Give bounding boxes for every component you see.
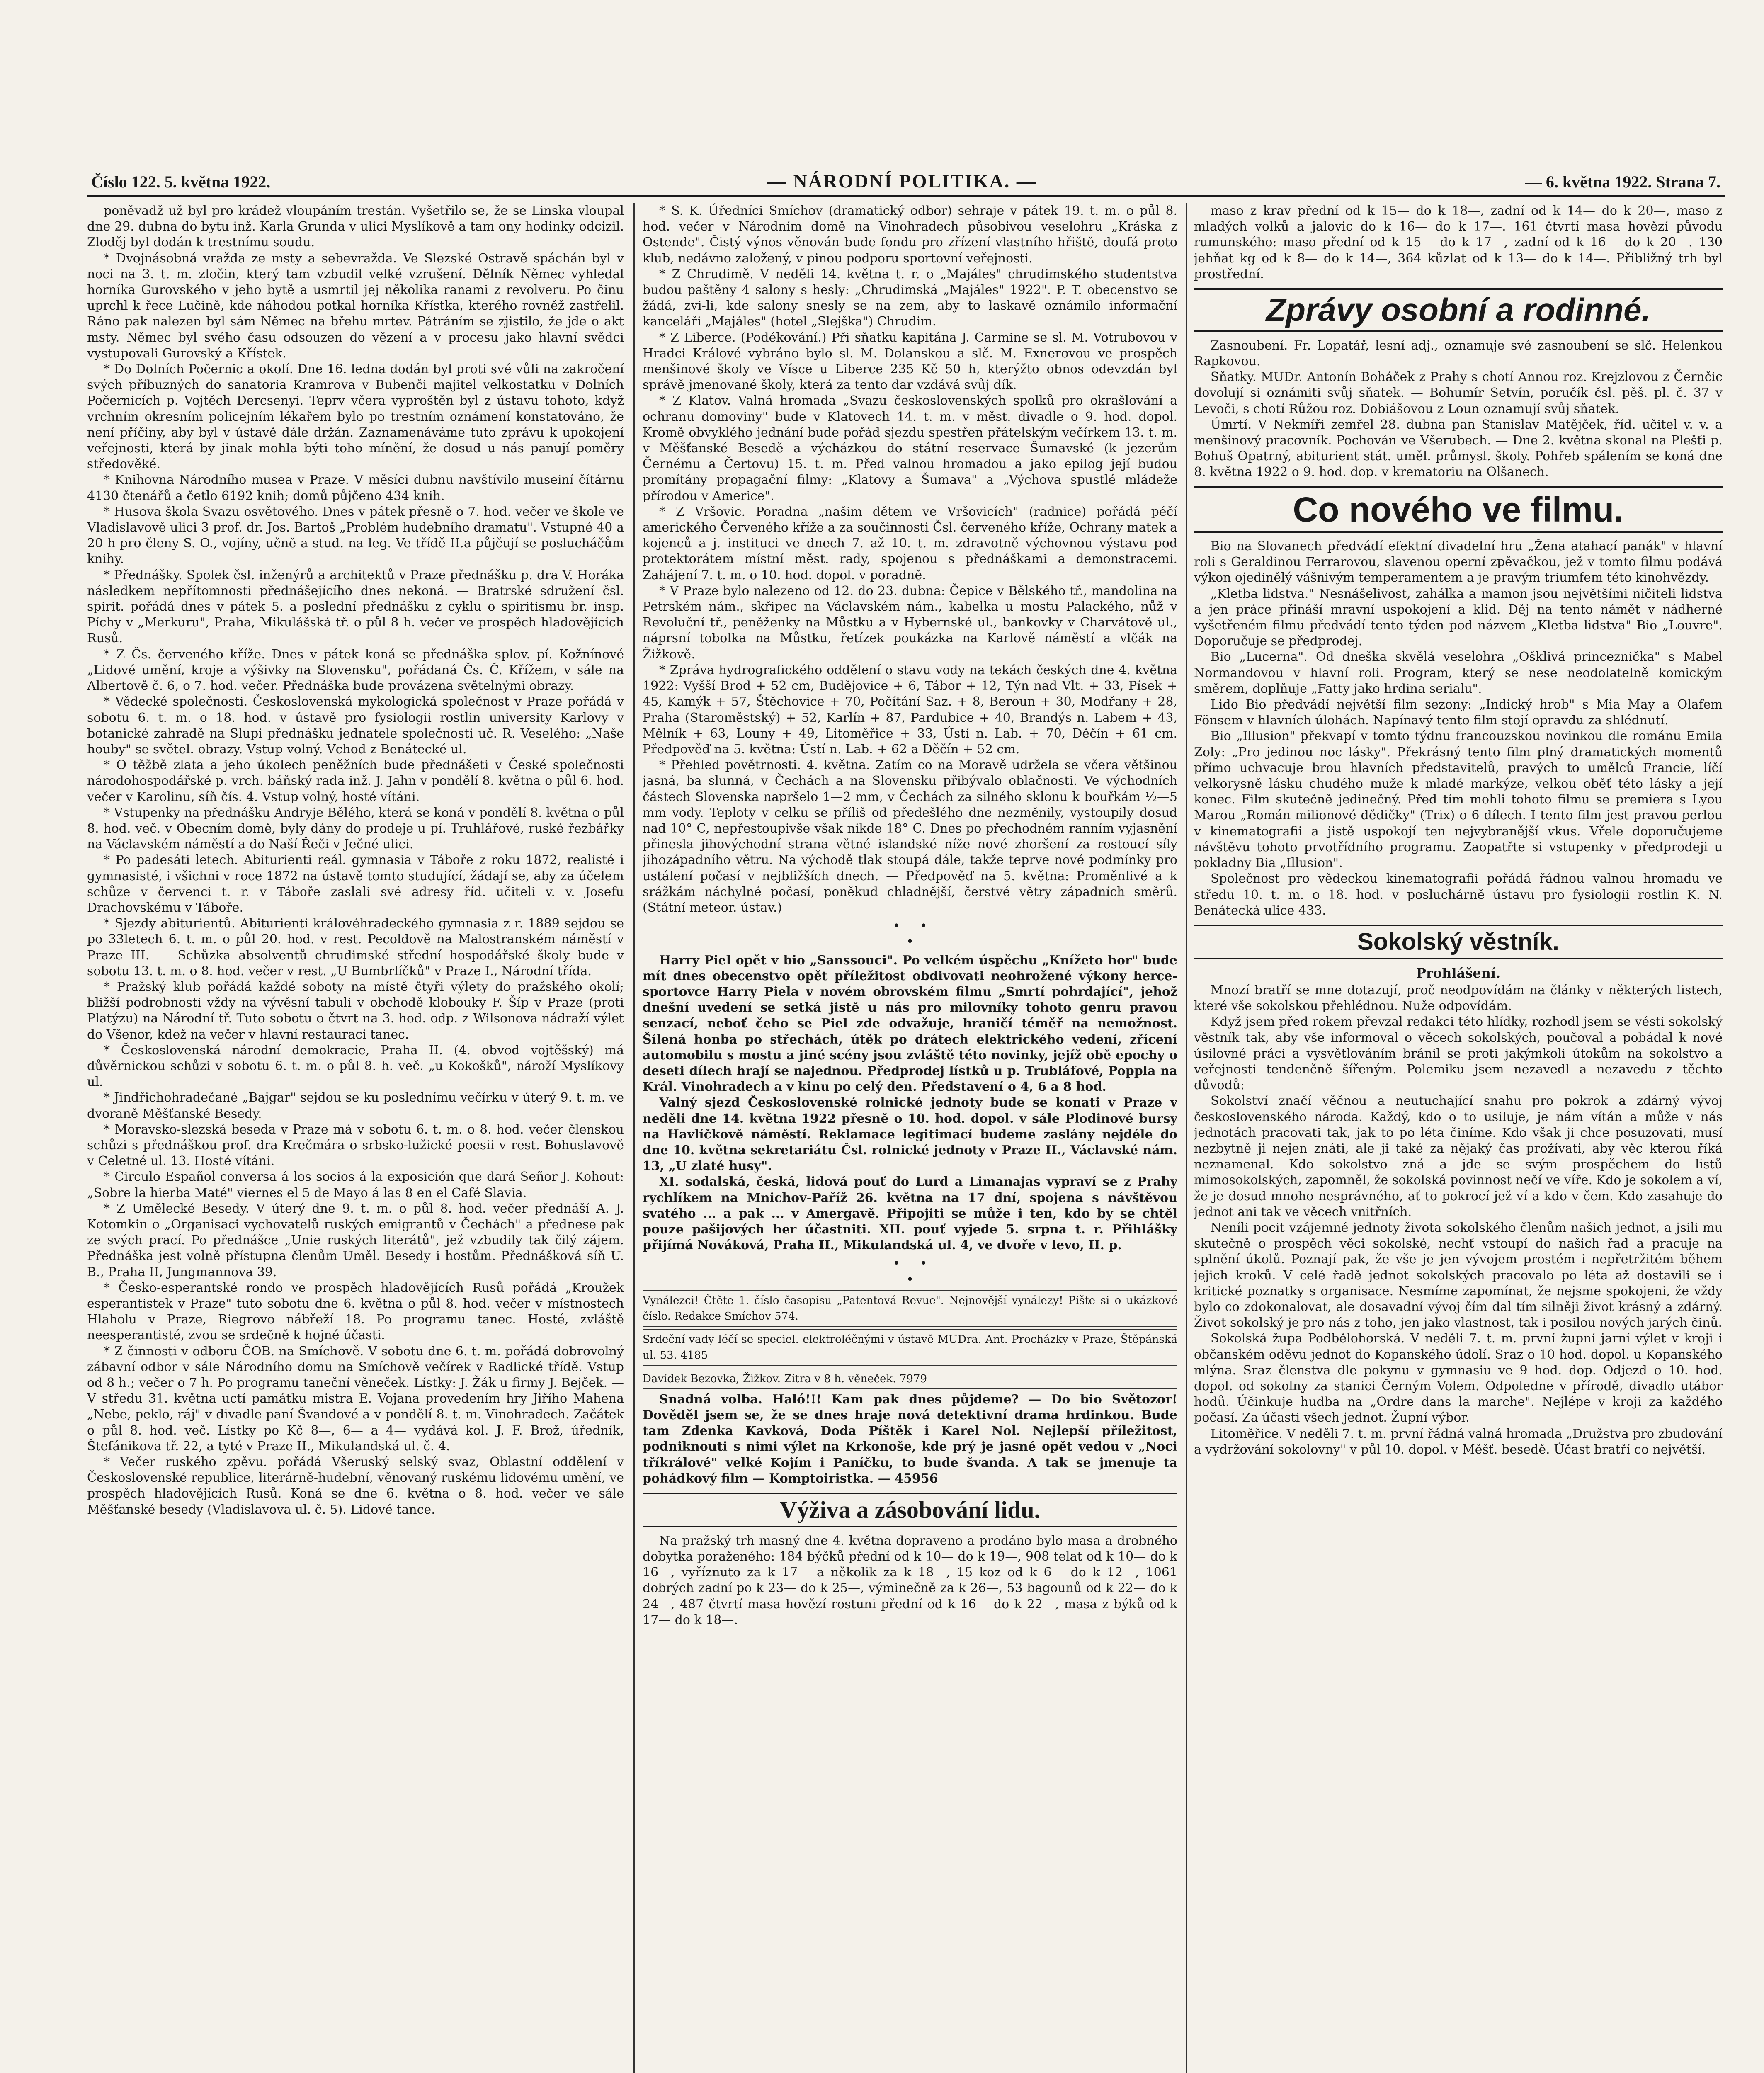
article-paragraph: * Z činnosti v odboru ČOB. na Smíchově. V sobotu dne 6. t. m. pořádá dobrovolný zábavní odbor v sále Národního domu na Smíchově večírek v Radlické třídě. Vstup od 8 h.; večer o 7 h. Po programu taneční věneček. Lístky: J. Žák u firmy J. Bejček. — V středu 31. května uctí památku mistra E. Vojana provedením hry Jiřího Mahena „Nebe, peklo, ráj" v divadle paní Švandové a v pondělí 8. t. m. Vinohradech. Začátek o půl 8. hod. več. Lístky po Kč 8—, 6— a 4— vydává kol. J. F. Brož, úředník, Štefánikova tř. 22, a tyté v Praze II., Mikulandská ul. č. 4. (87, 1344, 624, 1454)
article-paragraph: * Československá národní demokracie, Praha II. (4. obvod vojtěšský) má důvěrnickou schůzi v sobotu 6. t. m. o půl 8. h. več. „u Kokošků", nároží Myslíkovy ul. (87, 1043, 624, 1090)
section-heading-sokol: Sokolský věstník. (1194, 925, 1723, 959)
article-paragraph: „Kletba lidstva." Nesnášelivost, zahálka a mamon jsou největšími ničiteli lidstva a jen práce přináší mravní uspokojení a klid. Děj na tento námět v nádherné vyšetřeném filmu předvádí tento týden pod názvem „Kletba lidstva" Bio „Louvre". Doporučuje se předprodej. (1194, 586, 1723, 649)
article-paragraph: Úmrtí. V Nekmíři zemřel 28. dubna pan Stanislav Matějček, říd. učitel v. v. a menšinový pracovník. Pochován ve Všerubech. — Dne 2. května skonal na Plešťi p. Bohuš Opatrný, abiturient stát. uměl. průmysl. školy. Pohřeb spálením se koná dne 8. května 1922 o 9. hod. dop. v krematoriu na Olšanech. (1194, 417, 1723, 480)
article-paragraph: Když jsem před rokem převzal redakci této hlídky, rozhodl jsem se vésti sokolský věstník tak, aby vše informoval o věcech sokolských, poučoval a pobádal k nové úsilovné práci a vysvětlováním bránil se proti jakýmkoli útokům na sokolstvo a veřejnosti tendenčně šířeným. Polemiku jsem nezavedl a nezavedu z těchto důvodů: (1194, 1015, 1723, 1093)
section-heading-zpravy: Zprávy osobní a rodinné. (1194, 288, 1723, 332)
article-paragraph: * Knihovna Národního musea v Praze. V měsíci dubnu navštívilo museiní čítárnu 4130 čtenářů a četlo 6192 knih; domů půjčeno 434 knih. (87, 473, 624, 503)
article-paragraph: * Pražský klub pořádá každé soboty na místě čtyři výlety do pražského okolí; bližší podrobnosti vždy na vývěsní tabuli v obchodě klobouky F. Šíp v Praze (proti Platýzu) na Národní tř. Tuto sobotu o čtvrt na 3. hod. odp. z Wilsonova nádraží výlet do Všenor, kdež na večer v hlavní restauraci tanec. (87, 979, 624, 1042)
article-paragraph: * Z Klatov. Valná hromada „Svazu československých spolků pro okrašlování a ochranu domoviny" bude v Klatovech 14. t. m. v měst. divadle o 9. hod. dopol. Kromě obvyklého jednání bude pořád sjezdu spestřen přátelským večírkem 13. t. m. v Měšťanské Besedě a výcházkou do státní reservace Šumavské (k jezerům Černému a Čertovu) 15. t. m. Před valnou hromadou a jako epilog její budou promítány propagační filmy: „Klatovy a Šumava" a „Výchova spustlé mládeže přírodou v Americe". (643, 393, 1177, 503)
article-paragraph: Zasnoubení. Fr. Lopatář, lesní adj., oznamuje své zasnoubení se slč. Helenkou Rapkovou. (1194, 338, 1723, 369)
article-paragraph: * Jindřichohradečané „Bajgar" sejdou se ku poslednímu večírku v úterý 9. t. m. ve dvoraně Měšťanské Besedy. (87, 1090, 624, 1121)
article-paragraph: * Z Chrudimě. V neděli 14. května t. r. o „Majáles" chrudimského studentstva budou paštěny 4 salony s hesly: „Chrudimská „Majáles" 1922". P. T. obecenstvo se žádá, zvi-li, kde salony snesly se na zem, aby to laskavě oznámilo informační kanceláři „Majáles" (hotel „Slejška") Chrudim. (643, 267, 1177, 329)
article-paragraph: Neníli pocit vzájemné jednoty života sokolského členům našich jednot, a jsili mu skutečně o prospěch věci sokolské, nechť vstoupí do našich řad a pracuje na splnění úkolů. Poznají pak, že vše je jen vývojem prostém i nepřetržitém během jejich kroků. V celé řadě jednot sokolských pracovalo po léta až dostavili se i kritické poznatky s organisace. Nesmíme zapomínat, že nejsme spokojeni, že vždy bylo co zdokonalovat, ale dosavadní vývoj čím dal tím silněji život krásný a zdárný. Život sokolský je pro nás z toho, jen jako vlastnost, tak i posilou nových jarých činů. (1194, 1220, 1723, 1330)
article-paragraph: * Po padesáti letech. Abiturienti reál. gymnasia v Táboře z roku 1872, realisté i gymnasisté, i všichni v roce 1872 na ústavě tomto studující, žádají se, aby za účelem schůze v červenci t. r. v Táboře zaslali své adresy říd. učiteli v. v. Josefu Drachovskému v Táboře. (87, 853, 624, 915)
section-separator: • • • (893, 919, 927, 949)
article-paragraph: * Z Liberce. (Podékování.) Při sňatku kapitána J. Carmine se sl. M. Votrubovou v Hradci Králové vybráno bylo sl. M. Dolanskou a slč. M. Exnerovou ve prospěch menšinové školy ve Vísce u Liberce 235 Kč 50 h, kterýžto obnos odevzdán byl správě jmenované školy, která za tento dar vzdává svůj dík. (643, 330, 1177, 393)
classified-ad: Srdeční vady léčí se speciel. elektroléčnými v ústavě MUDra. Ant. Procházky v Praze, Štěpánská ul. 53. 4185 (643, 1329, 1177, 1366)
article-paragraph: * S. K. Úředníci Smíchov (dramatický odbor) sehraje v pátek 19. t. m. o půl 8. hod. večer v Národním domě na Vinohradech působivou veselohru „Kráska z Ostende". Čistý výnos věnován bude fondu pro zřízení vlastního hřiště, doufá proto klub, nedávno založený, v pinou podporu sportovní veřejnosti. (643, 204, 1177, 266)
article-paragraph: Bio na Slovanech předvádí efektní divadelní hru „Žena atahací panák" v hlavní roli s Geraldinou Ferrarovou, slavenou operní zpěvačkou, jež v tomto filmu podává výkon ojedinělý vášnivým temperamentem a je pravým triumfem této kinohvězdy. (1194, 539, 1723, 585)
article-paragraph: * Husova škola Svazu osvětového. Dnes v pátek přesně o 7. hod. večer ve škole ve Vladislavově ulici 3 prof. dr. Jos. Bartoš „Problém hudebního dramatu". Vstupné 40 a 20 h pro členy S. O., vojíny, učně a stud. na leg. Ve třídě II.a půjčují se poslucháčům knihy. (87, 504, 624, 567)
section-heading-film: Co nového ve filmu. (1194, 486, 1723, 533)
article-paragraph: * Circulo Español conversa á los socios á la exposición que dará Señor J. Kohout: „Sobre la hierba Maté" viernes el 5 de Mayo á las 8 en el Café Slavia. (87, 1170, 624, 1200)
newspaper-page (87, 170, 1725, 2073)
article-paragraph: * Vstupenky na přednášku Andryje Bělého, která se koná v pondělí 8. května o půl 8. hod. več. v Obecním domě, byly dány do prodeje u pí. Truhlářové, ruské řezbářky na Václavském náměstí a do Naší Řeči v Ječné ulici. (87, 805, 624, 852)
article-paragraph: Valný sjezd Československé rolnické jednoty bude se konati v Praze v neděli dne 14. května 1922 přesně o 10. hod. dopol. v sále Plodinové bursy na Havlíčkově náměstí. Reklamace legitimací budeme zaslány nejdéle do dne 10. května sekretariátu Čsl. rolnické jednoty v Praze II., Václavské nám. 13, „U zlaté husy". (643, 1095, 1177, 1174)
article-paragraph: Lido Bio předvádí největší film sezony: „Indický hrob" s Mia May a Olafem Fönsem v hlavních úlohách. Napínavý tento film stojí opravdu za shlédnutí. (1194, 697, 1723, 728)
article-paragraph: Sokolská župa Podbělohorská. V neděli 7. t. m. první župní jarní výlet v kroji i občanském oděvu jednot do Kopanského údolí. Sraz o 10 hod. dopol. u Kopanského mlýna. Sraz členstva dle pokynu v gymnasiu ve 9 hod. dop. Odjezd o 10. hod. dopol. od sokolny za stanici Černým Volem. Odpoledne v přírodě, divadlo utábor hodů. Účinkuje hudba na „Ordre dans la marche". Nejlépe v kroji za každého počasí. Za účasti všech jednot. Župní výbor. (1194, 1331, 1723, 1425)
article-paragraph: Sokolství značí věčnou a neutuchající snahu pro pokrok a zdárný vývoj československého národa. Každý, kdo o to usiluje, je nám vítán a může v nás jednotách pracovati tak, jak to po léta činíme. Kdo však ji chce posuzovati, musí nezbytně ji nejen znáti, ale ji také za nějaký čas prožívati, aby věc kterou říká neznamenal. Kdo sokolstvo zná a jde se svým prospěchem do listů mimosokolských, zapomněl, že sokolská povinnost nečí ve víře. Kdo je sokolem a ví, že je dosud mnoho nesprávného, ať to pokrocí jež ví a kdo v čem. Kdo zasahuje do jednot ani tak ve věcech vnitřních. (1194, 1094, 1723, 1219)
header-masthead: — NÁRODNÍ POLITIKA. — (767, 170, 1037, 192)
article-paragraph: XI. sodalská, česká, lidová pouť do Lurd a Limanajas vypraví se z Prahy rychlíkem na Mnichov-Paříž 26. května na 17 dní, spojena s návštěvou svatého ... a pak ... v Amergavě. Připojiti se může i ten, kdo by se chtěl pouze pašijových her účastniti. XII. pouť vyjede 5. srpna t. r. Přihlášky přijímá Nováková, Praha II., Mikulandská ul. 4, ve dvoře v levo, II. p. (643, 1175, 1177, 1253)
article-paragraph: Snadná volba. Haló!!! Kam pak dnes půjdeme? — Do bio Světozor! Dověděl jsem se, že se dnes hraje nová detektivní drama hrdinkou. Bude tam Zdenka Kavková, Doda Píštěk i Karel Nol. Nejlepší příležitost, podniknouti s nimi výlet na Krkonoše, kde prý je jasné opět vedou v „Noci tříkrálové" velké Kojím i Paníčku, to bude švanda. A tak se jmenuje ta pohádkový film — Komptoiristka. — 45956 (643, 1392, 1177, 1486)
article-paragraph: * Přehled povětrnosti. 4. května. Zatím co na Moravě udržela se včera většinou jasná, ba slunná, v Čechách a na Slovensku přibývalo oblačnosti. Ve východních částech Slovenska napršelo 1—2 mm, v Čechách za silného sklonu k bouřkám ½—5 mm vody. Teploty v celku se příliš od předešlého dne nezměnily, vystoupily dosud nad 10° C, nepřestoupivše však nikde 18° C. Dnes po přechodném ranním vyjasnění přinesla jihovýchodní strana větné islandské níže nové zhoršení za rostoucí síly jihozápadního větru. Na východě tlak stoupá dále, takže teprve nové podmínky pro ustálení počasí v nejbližších dnech. — Předpověď na 5. května: Proměnlivé a k srážkám náchylné počasí, poněkud chladnější, čerstvé větry západních směrů. (Státní meteor. ústav.) (643, 758, 1177, 915)
article-paragraph: * Přednášky. Spolek čsl. inženýrů a architektů v Praze přednášku p. dra V. Horáka následkem nepřítomnosti přednášejícího dnes nekoná. — Bratrské sdružení čsl. spirit. pořádá dnes v pátek 5. a poslední přednášku z cyklu o spiritismu br. insp. Píchy v „Merkuru", Praha, Mikulášská tř. o půl 8 h. večer ve prospěch hladovějících Rusů. (87, 568, 624, 646)
article-paragraph: * V Praze bylo nalezeno od 12. do 23. dubna: Čepice v Bělského tř., mandolina na Petrském nám., skřipec na Václavském nám., kabelka u mostu Palackého, nůž v Revoluční tř., peněženky na Můstku a v Hybernské ul., bankovky v Charvátově ul., náprsní tobolka na Můstku, řetízek poukázka na Karlově náměstí a vlčák na Žižkově. (643, 583, 1177, 662)
header-page: — 6. května 1922. Strana 7. (1525, 172, 1720, 191)
article-paragraph: Společnost pro vědeckou kinematografii pořádá řádnou valnou hromadu ve středu 10. t. m. o 18. hod. v posluchárně ústavu pro fysiologii rostlin K. N. Benátecká ulice 433. (1194, 871, 1723, 918)
classified-ad: Vynálezci! Čtěte 1. číslo časopisu „Patentová Revue". Nejnovější vynálezy! Pište si o ukázkové číslo. Redakce Smíchov 574. (643, 1290, 1177, 1327)
page-header (87, 170, 1725, 197)
header-issue: Číslo 122. 5. května 1922. (91, 172, 271, 191)
article-paragraph: * Česko-esperantské rondo ve prospěch hladovějících Rusů pořádá „Kroužek esperantistek v Praze" tuto sobotu dne 6. května o půl 8. hod. večer v místnostech Hlaholu v Praze, Riegrovo nábřeží 18. Po programu tanec. Hosté, zvláště neesperantisté, zvou se srdečně k hojné účasti. (87, 1280, 624, 1343)
column-1 (87, 203, 624, 2073)
article-paragraph: maso z krav přední od k 15— do k 18—, zadní od k 14— do k 20—, maso z mladých volků a jalovic do k 16— do k 17—. 161 čtvrtí masa hovězí původu rumunského: maso přední od k 15— do k 17—, zadní od k 16— do k 20—. 130 jehňat kg od k 8— do k 14—, 364 kůzlat od k 13— do k 14—. Přibližný trh byl prostřední. (1194, 204, 1723, 282)
article-paragraph: Bio „Lucerna". Od dneška skvělá veselohra „Ošklivá princeznička" s Mabel Normandovou v hlavní roli. Program, který se nese neodolatelně komickým směrem, doplňuje „Fatty jako hrdina serialu". (1194, 650, 1723, 696)
article-paragraph: * Dvojnásobná vražda ze msty a sebevražda. Ve Slezské Ostravě spáchán byl v noci na 3. t. m. zločin, který tam vzbudil velké vzrušení. Dělník Němec vyhledal horníka Gurovského v jeho bytě a usmrtil jej několika ranami z revolveru. Po činu uprchl k řece Lučině, kde náhodou potkal horníka Křístka, kterého rovněž zastřelil. Ráno pak nalezen byl sám Němec na břehu mrtev. Pátráním se zjistilo, že jde o akt msty. Němec byl svého času odsouzen do vězení a v procesu jako hlavní svědci vystupovali Gurovský a Křístek. (87, 251, 624, 361)
article-paragraph: Mnozí bratří se mne dotazují, proč neodpovídám na články v některých listech, které vše sokolskou přehlédnou. Nuže odpovídám. (1194, 983, 1723, 1014)
article-paragraph: * Zpráva hydrografického oddělení o stavu vody na tekách českých dne 4. května 1922: Vyšší Brod + 52 cm, Budějovice + 6, Tábor + 12, Týn nad Vlt. + 33, Písek + 45, Kamýk + 57, Štěchovice + 70, Počítání Saz. + 8, Beroun + 30, Modřany + 28, Praha (Staroměstský) + 52, Karlín + 87, Pardubice + 40, Brandýs n. Labem + 43, Mělník + 63, Louny + 49, Litoměřice + 33, Ústí n. Lab. + 70, Děčín + 61 cm. Předpověď na 5. května: Ústí n. Lab. + 62 a Děčín + 52 cm. (643, 663, 1177, 757)
article-paragraph: * Z Vršovic. Poradna „našim dětem ve Vršovicích" (radnice) pořádá péčí amerického Červeného kříže a za součinnosti Čsl. červeného kříže, Ochrany matek a kojenců a j. instituci ve dnech 7. až 10. t. m. zdravotně výchovnou výstavu pod protektorátem místní měst. rady, spojenou s přednáškami a demonstracemi. Zahájení 7. t. m. o 10. hod. dopol. v poradně. (643, 504, 1177, 583)
section-heading-vyziva: Výživa a zásobování lidu. (643, 1493, 1177, 1527)
column-3 (1194, 203, 1723, 2073)
section-subheading: Prohlášení. (1416, 965, 1501, 981)
article-paragraph: * Z Umělecké Besedy. V úterý dne 9. t. m. o půl 8. hod. večer přednáší A. J. Kotomkin o „Organisaci vychovatelů ruských emigrantů v Čechách" a přednese pak ze svých prací. Po přednášce „Unie ruských literátů", jež vzbudily tak čilý zájem. Přednáška jest volně přístupna členům Uměl. Besedy i hostům. Přednášková síň U. B., Praha II, Jungmannova 39. (87, 1201, 624, 1279)
article-paragraph: * Moravsko-slezská beseda v Praze má v sobotu 6. t. m. o 8. hod. večer členskou schůzi s přednáškou prof. dra Krečmára o srbsko-lužické poesii v rest. Bohuslavově v Celetné ul. 13. Hosté vítáni. (87, 1122, 624, 1169)
section-separator: • • • (893, 1256, 927, 1287)
article-paragraph: * Večer ruského zpěvu. pořádá Všeruský selský svaz, Oblastní oddělení v Československé republice, literárně-hudební, věnovaný ruskému lidovému umění, ve prospěch hladovějících Rusů. Koná se dne 6. května o 8. hod. večer ve sále Měšťanské besedy (Vladislavova ul. č. 5). Lidové tance. (87, 1455, 624, 1517)
article-paragraph: Bio „Illusion" překvapí v tomto týdnu francouzskou novinkou dle románu Emila Zoly: „Pro jedinou noc lásky". Překrásný tento film plný dramatických momentů přímo uchvacuje brou hlavních představitelů, pravých to umělců Francie, líčí velkorysně lásku chudého muže k mladé markýze, velkou oběť této lásky a její konec. Film skutečně jedinečný. Před tím mohli tohoto filmu se premiera s Lyou Marou „Román milionové dědičky" (Trix) o 6 dílech. I tento film jest pravou perlou v kinematografii a jistě uspokojí ten nejvybranější vkus. Vřele doporučujeme návštěvu tohoto prvotřídního programu. Zaopatřte si vstupenky v předprodeji u pokladny Bia „Illusion". (1194, 729, 1723, 871)
article-paragraph: * Do Dolních Počernic a okolí. Dne 16. ledna dodán byl proti své vůli na zakročení svých příbuzných do sanatoria Kramrova v Bubenči majitel velkostatku v Dolních Počernicích p. Vojtěch Dercsenyi. Teprv včera vyproštěn byl z ústavu tohoto, když vrchním okresním policejním lékařem bylo po trestním oznámení konstatováno, že není příčiny, aby byl v ústavě dále držán. Zaznamenáváme tuto zprávu k upokojení veřejnosti, která by jinak mohla býti toho mínění, že dosud u nás panují poměry středověké. (87, 362, 624, 472)
article-paragraph: * Vědecké společnosti. Československá mykologická společnost v Praze pořádá v sobotu 6. t. m. o 18. hod. v ústavě pro fysiologii rostlin university Karlovy v botanické zahradě na Slupi přednášku jednatele společnosti uč. R. Veselého: „Naše houby" se světel. obrazy. Vstup volný. Vchod z Benátecké ul. (87, 694, 624, 757)
article-paragraph: Sňatky. MUDr. Antonín Boháček z Prahy s chotí Annou roz. Krejzlovou z Černčic dovolují si oznámiti svůj sňatek. — Bohumír Setvín, poručík čsl. pěš. pl. č. 37 v Levoči, s chotí Růžou roz. Dobiášovou z Loun oznamují svůj sňatek. (1194, 370, 1723, 416)
article-paragraph: Na pražský trh masný dne 4. května dopraveno a prodáno bylo masa a drobného dobytka poraženého: 184 býčků přední od k 10— do k 19—, 908 telat od k 10— do k 16—, vyříznuto za k 17— a několik za k 18—, 15 koz od k 6— do k 12—, 1061 dobrých zadní po k 23— do k 25—, výminečně za k 26—, 53 bagounů od k 22— do k 24—, 487 čtvrtí masa hovězí rostuni přední od k 16— do k 22—, masa z býků od k 17— do k 18—. (643, 1533, 1177, 1627)
article-paragraph: Litoměřice. V neděli 7. t. m. první řádná valná hromada „Družstva pro zbudování a vydržování sokolovny" v půl 10. dopol. v Měšť. besedě. Účast bratří co největší. (1194, 1426, 1723, 1457)
column-2 (643, 203, 1177, 2073)
article-paragraph: poněvadž už byl pro krádež vloupáním trestán. Vyšetřilo se, že se Linska vloupal dne 29. dubna do bytu inž. Karla Grunda v ulici Myslíkově a tam ony hodinky odcizil. Zloděj byl dodán k trestnímu soudu. (87, 204, 624, 250)
classified-ad: Davídek Bezovka, Žižkov. Zítra v 8 h. věneček. 7979 (643, 1369, 1177, 1389)
article-paragraph: * Sjezdy abiturientů. Abiturienti královéhradeckého gymnasia z r. 1889 sejdou se po 33letech 6. t. m. o půl 20. hod. v rest. Pecoldově na Malostranském náměstí v Praze III. — Schůzka absolventů chrudimské střední hospodářské školy bude v sobotu 13. t. m. o 8. hod. večer v rest. „U Bumbrlíčků" v Praze I., Národní třída. (87, 916, 624, 978)
article-paragraph: * O těžbě zlata a jeho úkolech peněžních bude přednášeti v České společnosti národohospodářské p. vrch. báňský rada inž. J. Jahn v pondělí 8. května o půl 6. hod. večer v Karolinu, síň čís. 4. Vstup volný, hosté vítáni. (87, 758, 624, 804)
article-paragraph: Harry Piel opět v bio „Sanssouci". Po velkém úspěchu „Knížeto hor" bude mít dnes obecenstvo opět příležitost obdivovati neohrožené výkony herce-sportovce Harry Piela v novém obrovském filmu „Smrtí pohrdající", jehož dnešní uvedení se setká jistě u nás pro milovníky tohoto genru pravou senzací, neboť čeho se Piel zde odvažuje, hraničí téměř na nemožnost. Šílená honba po střechách, útěk po drátech elektrického vedení, zřícení automobilu s mostu a jiné scény jsou zvláště této novinky, jejíž obě epochy o deseti dílech hrají se najednou. Předprodej lístků u p. Trubláfové, Poppla na Král. Vinohradech a v kinu po celý den. Představení o 4, 6 a 8 hod. (643, 953, 1177, 1095)
article-paragraph: * Z Čs. červeného kříže. Dnes v pátek koná se přednáška splov. pí. Kožnínové „Lidové umění, kroje a výšivky na Slovensku", pořádaná Čs. Č. Křížem, v sále na Albertově č. 6, o 7. hod. večer. Přednáška bude provázena světelnými obrazy. (87, 647, 624, 694)
